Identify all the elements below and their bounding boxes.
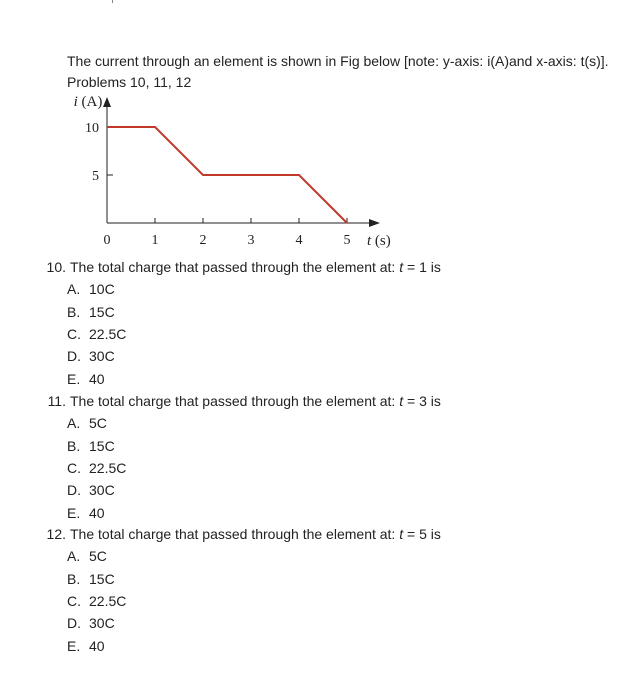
answer-option[interactable] [67,436,115,456]
answer-option[interactable] [67,413,107,433]
question-0 [38,257,441,277]
option-text: 40 [89,504,105,521]
option-text: 22.5C [89,325,127,342]
x-tick-label-1: 1 [151,233,159,248]
option-letter: C. [67,459,81,476]
option-letter: E. [67,504,81,521]
question-1 [38,391,441,411]
answer-option[interactable] [67,458,126,478]
option-text: 30C [89,348,115,365]
x-axis-arrow [369,219,380,227]
option-text: 5C [89,548,107,565]
answer-option[interactable] [67,636,105,656]
option-letter: C. [67,325,81,342]
answer-option[interactable] [67,546,107,566]
answer-option[interactable] [67,569,115,589]
option-letter: D. [67,348,81,365]
top-edge-mark [112,0,113,3]
y-tick-label-5: 5 [92,169,99,184]
option-text: 10C [89,281,115,298]
option-text: 15C [89,570,115,587]
problem-intro [67,51,637,93]
ticks [85,121,351,248]
option-letter: D. [67,482,81,499]
x-tick-label-4: 4 [295,233,303,248]
question-text: The total charge that passed through the element at: t = 5 is [70,526,441,542]
option-letter: D. [67,615,81,632]
option-text: 15C [89,303,115,320]
answer-option[interactable] [67,480,115,500]
answer-option[interactable] [67,302,115,322]
answer-option[interactable] [67,613,115,633]
option-letter: A. [67,548,81,565]
option-text: 15C [89,437,115,454]
option-letter: A. [67,281,81,298]
option-text: 30C [89,482,115,499]
answer-option[interactable] [67,324,126,344]
answer-option[interactable] [67,591,126,611]
option-letter: B. [67,437,81,454]
question-number: 12. [46,526,66,542]
axes [103,97,380,227]
question-number: 10. [46,259,66,275]
y-axis-label: i (A) [73,94,103,110]
option-letter: B. [67,303,81,320]
option-text: 30C [89,615,115,632]
x-tick-label-2: 2 [199,233,207,248]
option-letter: C. [67,592,81,609]
intro-line-1: The current through an element is shown in Fig below [note: y-axis: i(A)and x-axis: t(s)]. [67,53,609,69]
option-text: 5C [89,415,107,432]
x-tick-label-0: 0 [103,233,111,248]
x-tick-label-5: 5 [343,233,351,248]
answer-option[interactable] [67,346,115,366]
answer-option[interactable] [67,279,115,299]
option-letter: A. [67,415,81,432]
option-text: 40 [89,637,105,654]
x-axis-label: t (s) [367,233,391,249]
x-tick-label-3: 3 [247,233,255,248]
intro-line-2: Problems 10, 11, 12 [67,74,192,90]
question-number: 11. [47,393,66,409]
question-2 [38,524,441,544]
answer-option[interactable] [67,503,105,523]
option-text: 22.5C [89,459,127,476]
current-vs-time-chart [60,90,400,252]
option-text: 40 [89,370,105,387]
option-letter: E. [67,637,81,654]
y-tick-label-10: 10 [85,121,99,136]
current-series-line [107,127,347,223]
series [107,127,347,223]
y-axis-arrow [103,97,111,107]
question-text: The total charge that passed through the element at: t = 3 is [70,393,441,409]
answer-option[interactable] [67,369,105,389]
option-letter: E. [67,370,81,387]
question-text: The total charge that passed through the element at: t = 1 is [70,259,441,275]
option-text: 22.5C [89,592,127,609]
option-letter: B. [67,570,81,587]
